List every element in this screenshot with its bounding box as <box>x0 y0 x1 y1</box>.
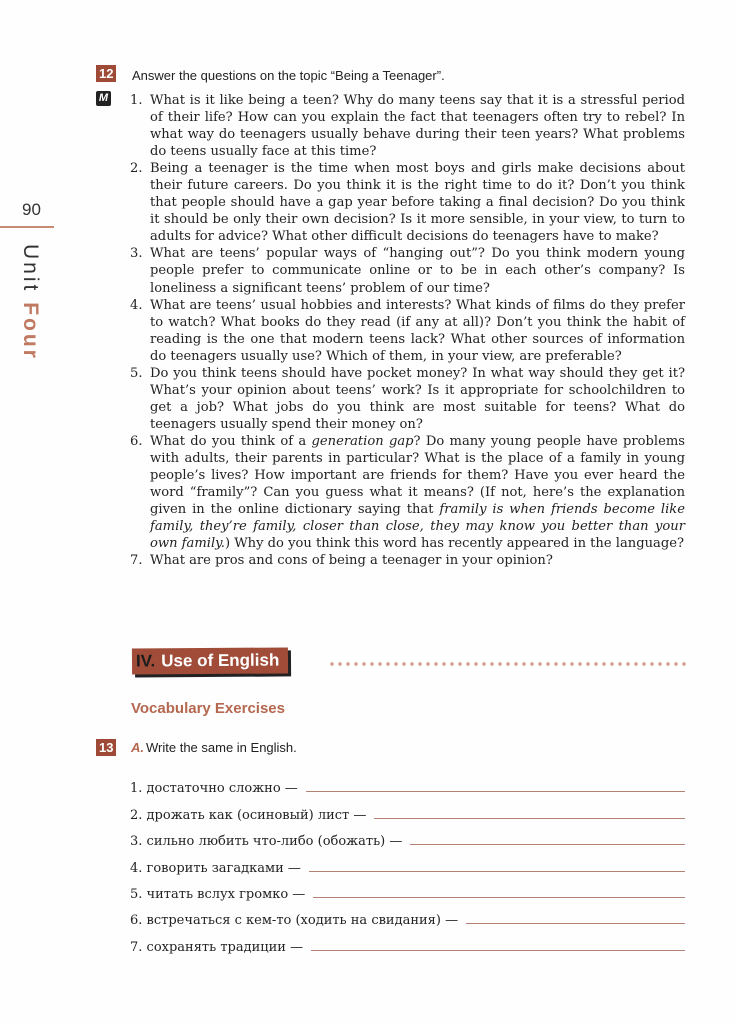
unit-name: Four <box>19 302 42 361</box>
margin-divider <box>0 226 54 228</box>
dotted-rule <box>328 662 686 666</box>
section-roman-numeral: IV. <box>135 651 156 671</box>
subheading: Vocabulary Exercises <box>131 700 285 717</box>
vocabulary-list <box>130 770 685 955</box>
question-item: 1. What is it like being a teen? Why do many teens say that it is a stressful period of their life? How can you explain the fact that teenagers often try to rebel? In what way do teenagers usually behave during their teen years? What problems do teens usually face at this time? <box>130 93 685 160</box>
section-title: Use of English <box>161 650 280 671</box>
answer-blank[interactable] <box>410 844 685 845</box>
answer-blank[interactable] <box>466 923 685 924</box>
answer-blank[interactable] <box>313 897 685 898</box>
answer-blank[interactable] <box>309 871 685 872</box>
answer-blank[interactable] <box>306 791 685 792</box>
exercise-number-badge: 13 <box>96 739 116 756</box>
unit-word: Unit <box>19 244 42 294</box>
vocab-item: 4. говорить загадками — <box>130 849 685 875</box>
vocab-item: 5. читать вслух громко — <box>130 876 685 902</box>
answer-blank[interactable] <box>311 950 685 951</box>
exercise-number-badge: 12 <box>96 65 116 82</box>
vocab-item: 2. дрожать как (осиновый) лист — <box>130 796 685 822</box>
vocab-item: 3. сильно любить что-либо (обожать) — <box>130 823 685 849</box>
exercise-instruction: Answer the questions on the topic “Being a Teenager”. <box>132 68 445 83</box>
vocab-item: 6. встречаться с кем-то (ходить на свидания) — <box>130 902 685 928</box>
question-list <box>130 92 685 569</box>
vocab-item: 1. достаточно сложно — <box>130 770 685 796</box>
vocab-item: 7. сохранять традиции — <box>130 928 685 954</box>
question-item: 3. What are teens’ popular ways of “hanging out”? Do you think modern young people prefer to communicate online or to be in each other’s company? Is loneliness a significant teens’ problem of our time? <box>130 246 685 296</box>
question-item: 5. Do you think teens should have pocket money? In what way should they get it? What’s your opinion about teens’ work? Is it appropriate for schoolchildren to get a job? What jobs do you think are most suitable for teens? What do teenagers usually spend their money on? <box>130 365 685 432</box>
unit-label <box>20 244 42 361</box>
question-item: 7. What are pros and cons of being a teenager in your opinion? <box>130 553 553 569</box>
page-number: 90 <box>22 200 41 219</box>
question-item: 6. What do you think of a generation gap? Do many young people have problems with adults, their parents in particular? What is the place of a family in young people’s lives? How important are friends for them? Have you ever heard the word “framily”? Can you guess what it means? (If not, here’s the explanation given in the online dictionary saying that framily is when friends become like family, they’re family, closer than close, they may know you better than your own family.) Why do you think this word has recently appeared in the language? <box>130 433 685 552</box>
answer-blank[interactable] <box>374 818 685 819</box>
question-item: 2. Being a teenager is the time when most boys and girls make decisions about their future careers. Do you think it is the right time to do it? Don’t you think that people should have a gap year before taking a final decision? Do you think it should be only their own decision? Is it more sensible, in your view, to turn to adults for advice? What other difficult decisions do teenagers have to make? <box>130 161 685 245</box>
exercise-instruction: A. Write the same in English. <box>131 740 297 755</box>
part-label: A. <box>131 740 144 755</box>
question-item: 4. What are teens’ usual hobbies and interests? What kinds of films do they prefer to watch? What books do they read (if any at all)? Don’t you think the habit of reading is the one that modern teens lack? What other sources of information do teenagers usually use? Which of them, in your view, are preferable? <box>130 297 685 364</box>
m-speaking-icon: M <box>96 91 111 106</box>
section-banner <box>132 647 288 674</box>
